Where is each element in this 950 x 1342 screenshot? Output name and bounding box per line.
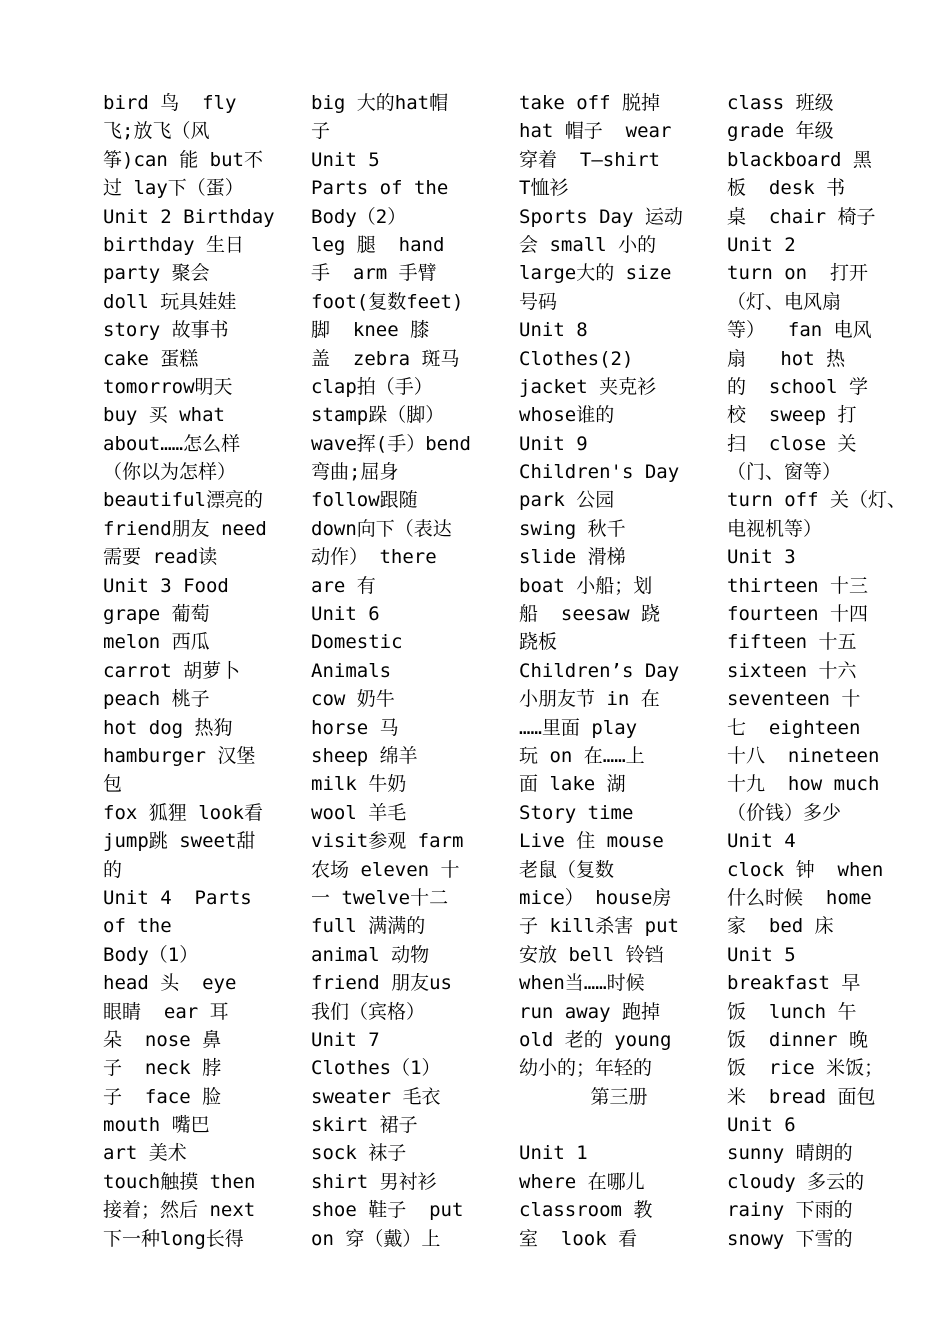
vocab-line: 我们（宾格）: [311, 1000, 426, 1023]
vocab-line: 扇 hot 热: [727, 347, 846, 370]
vocab-line: fourteen 十四: [727, 603, 868, 626]
vocab-line: 幼小的；年轻的: [519, 1057, 653, 1080]
vocab-line: 接着；然后 next: [103, 1199, 256, 1222]
vocab-line: 农场 eleven 十: [311, 858, 460, 881]
vocab-line: carrot 胡萝卜: [103, 659, 241, 682]
vocab-line: 家 bed 床: [727, 915, 834, 938]
vocab-line: head 头 eye: [103, 972, 237, 995]
vocab-line: Unit 9: [519, 432, 588, 455]
vocab-line: 船 seesaw 跷: [519, 603, 660, 626]
vocab-line: 面 lake 湖: [519, 773, 626, 796]
vocab-line: grade 年级: [727, 120, 834, 143]
vocab-line: park 公园: [519, 489, 615, 512]
vocab-line: skirt 裙子: [311, 1114, 418, 1137]
vocab-line: Unit 5: [311, 148, 380, 171]
vocab-line: touch触摸 then: [103, 1170, 256, 1193]
vocab-line: leg 腿 hand: [311, 233, 445, 256]
vocab-line: friend 朋友us: [311, 972, 452, 995]
vocab-line: 老鼠（复数: [519, 858, 615, 881]
vocab-line: 室 look 看: [519, 1227, 638, 1250]
vocab-line: turn on 打开: [727, 262, 868, 285]
vocab-line: whose谁的: [519, 404, 615, 427]
vocab-line: milk 牛奶: [311, 773, 407, 796]
vocab-line: Clothes（1）: [311, 1057, 441, 1080]
vocab-line: grape 葡萄: [103, 603, 210, 626]
vocab-line: 电视机等）: [727, 517, 823, 540]
vocab-line: Unit 6: [311, 603, 380, 626]
vocab-line: 弯曲;屈身: [311, 461, 399, 484]
vocab-line: cow 奶牛: [311, 688, 395, 711]
vocab-line: wool 羊毛: [311, 801, 407, 824]
vocab-line: Story time: [519, 801, 634, 824]
vocab-line: animal 动物: [311, 943, 430, 966]
vocab-line: Children's Day: [519, 461, 680, 484]
vocab-line: blackboard 黑: [727, 148, 872, 171]
vocab-line: old 老的 young: [519, 1028, 672, 1051]
vocab-line: foot(复数feet): [311, 290, 464, 313]
vocab-line: boat 小船；划: [519, 574, 653, 597]
vocab-line: sixteen 十六: [727, 659, 857, 682]
vocab-line: turn off 关（灯、: [727, 489, 906, 512]
vocab-line: melon 西瓜: [103, 631, 210, 654]
vocab-line: classroom 教: [519, 1199, 653, 1222]
vocab-line: birthday 生日: [103, 233, 244, 256]
vocab-line: mice） house房: [519, 886, 672, 909]
vocab-line: swing 秋千: [519, 517, 626, 540]
vocab-line: Animals: [311, 659, 392, 682]
vocab-line: [519, 1111, 719, 1139]
vocab-line: hot dog 热狗: [103, 716, 233, 739]
vocab-line: 子 neck 脖: [103, 1057, 222, 1080]
vocab-line: Unit 5: [727, 943, 796, 966]
vocab-line: Sports Day 运动: [519, 205, 683, 228]
vocab-line: peach 桃子: [103, 688, 210, 711]
vocab-line: run away 跑掉: [519, 1000, 660, 1023]
vocab-line: T恤衫: [519, 177, 569, 200]
vocab-line: shirt 男衬衫: [311, 1170, 437, 1193]
vocab-line: slide 滑梯: [519, 546, 626, 569]
vocab-line: 校 sweep 打: [727, 404, 857, 427]
vocab-line: 需要 read读: [103, 546, 218, 569]
vocab-line: 等） fan 电风: [727, 319, 872, 342]
vocab-line: on 穿（戴）上: [311, 1227, 441, 1250]
vocab-line: Domestic: [311, 631, 403, 654]
vocab-line: beautiful漂亮的: [103, 489, 263, 512]
vocab-line: stamp跺（脚）: [311, 404, 445, 427]
vocab-line: of the: [103, 915, 172, 938]
vocab-line: art 美术: [103, 1142, 187, 1165]
volume-heading: 第三册: [590, 1085, 648, 1108]
vocab-line: Live 住 mouse: [519, 830, 664, 853]
vocab-line: Children’s Day: [519, 659, 680, 682]
vocab-line: 眼睛 ear 耳: [103, 1000, 229, 1023]
vocab-line: 桌 chair 椅子: [727, 205, 876, 228]
vocab-line: Unit 3 Food: [103, 574, 229, 597]
vocab-line: Clothes(2): [519, 347, 634, 370]
vocab-line: buy 买 what: [103, 404, 225, 427]
vocab-line: 安放 bell 铃铛: [519, 943, 664, 966]
vocab-line: rainy 下雨的: [727, 1199, 853, 1222]
vocab-line: 饭 dinner 晚: [727, 1028, 868, 1051]
vocab-line: Unit 1: [519, 1142, 588, 1165]
vocab-line: 板 desk 书: [727, 177, 846, 200]
vocab-line: doll 玩具娃娃: [103, 290, 237, 313]
vocab-line: jump跳 sweet甜: [103, 830, 256, 853]
vocab-line: 米 bread 面包: [727, 1085, 876, 1108]
vocab-line: 子 kill杀害 put: [519, 915, 679, 938]
vocab-line: sunny 晴朗的: [727, 1142, 853, 1165]
vocab-line: visit参观 farm: [311, 830, 464, 853]
vocab-line: （门、窗等）: [727, 461, 842, 484]
vocab-column-2: [311, 89, 511, 1253]
vocab-line: 下一种long长得: [103, 1227, 244, 1250]
vocab-line: 脚 knee 膝: [311, 319, 430, 342]
vocab-line: 包: [103, 773, 123, 796]
vocab-line: wave挥(手）bend: [311, 432, 471, 455]
vocab-line: when当……时候: [519, 972, 645, 995]
vocab-line: ……里面 play: [519, 716, 638, 739]
vocab-line: thirteen 十三: [727, 574, 868, 597]
vocab-line: breakfast 早: [727, 972, 861, 995]
vocab-line: clap拍（手）: [311, 375, 433, 398]
vocab-line: 子: [311, 120, 331, 143]
vocab-line: 跷板: [519, 631, 558, 654]
vocab-line: （价钱）多少: [727, 801, 842, 824]
vocab-line: Body（2）: [311, 205, 407, 228]
vocab-line: 朵 nose 鼻: [103, 1028, 222, 1051]
vocab-line: （你以为怎样）: [103, 461, 237, 484]
vocab-line: class 班级: [727, 92, 834, 114]
vocab-column-3: [519, 89, 719, 1253]
vocab-line: Unit 3: [727, 546, 796, 569]
vocab-line: jacket 夹克衫: [519, 375, 657, 398]
vocab-column-4: [727, 89, 927, 1253]
vocab-line: 饭 lunch 午: [727, 1000, 857, 1023]
vocab-column-1: [103, 89, 303, 1253]
vocab-line: 过 lay下（蛋）: [103, 177, 244, 200]
vocab-line: party 聚会: [103, 262, 210, 285]
vocab-line: full 满满的: [311, 915, 426, 938]
vocab-line: sock 袜子: [311, 1142, 407, 1165]
vocab-line: 子 face 脸: [103, 1085, 222, 1108]
vocab-line: about……怎么样: [103, 432, 241, 455]
vocab-line: 什么时候 home: [727, 886, 872, 909]
vocab-line: sweater 毛衣: [311, 1085, 441, 1108]
vocab-line: 筝)can 能 but不: [103, 148, 263, 171]
vocab-line: where 在哪儿: [519, 1170, 645, 1193]
vocab-line: 手 arm 手臂: [311, 262, 437, 285]
vocab-line: cake 蛋糕: [103, 347, 199, 370]
vocab-line: large大的 size: [519, 262, 672, 285]
vocab-line: seventeen 十: [727, 688, 861, 711]
vocab-line: Unit 4: [727, 830, 796, 853]
vocab-line: tomorrow明天: [103, 375, 233, 398]
vocab-line: 的: [103, 858, 123, 881]
vocab-line: 飞;放飞（风: [103, 120, 210, 143]
vocab-line: Unit 6: [727, 1114, 796, 1137]
vocab-line: follow跟随: [311, 489, 418, 512]
vocab-line: 十八 nineteen: [727, 744, 880, 767]
vocab-line: friend朋友 need: [103, 517, 267, 540]
vocab-line: Unit 2 Birthday: [103, 205, 275, 228]
vocab-line: horse 马: [311, 716, 399, 739]
vocab-line: 七 eighteen: [727, 716, 861, 739]
vocab-line: Unit 7: [311, 1028, 380, 1051]
vocab-line: clock 钟 when: [727, 858, 884, 881]
vocab-line: sheep 绵羊: [311, 744, 418, 767]
vocab-line: snowy 下雪的: [727, 1227, 853, 1250]
vocab-line: 十九 how much: [727, 773, 880, 796]
vocab-line: （灯、电风扇: [727, 290, 842, 313]
vocab-line: 饭 rice 米饭；: [727, 1057, 884, 1080]
vocab-line: story 故事书: [103, 319, 229, 342]
vocab-line: are 有: [311, 574, 376, 597]
vocab-line: Unit 2: [727, 233, 796, 256]
vocab-line: 扫 close 关: [727, 432, 857, 455]
vocab-line: Unit 4 Parts: [103, 886, 252, 909]
vocab-line: fifteen 十五: [727, 631, 857, 654]
vocab-line: 的 school 学: [727, 375, 868, 398]
vocab-line: Unit 8: [519, 319, 588, 342]
vocab-line: down向下（表达: [311, 517, 452, 540]
vocab-line: 盖 zebra 斑马: [311, 347, 460, 370]
vocab-line: 穿着 T—shirt: [519, 148, 660, 171]
vocab-line: 会 small 小的: [519, 233, 657, 256]
vocab-line: 号码: [519, 290, 558, 313]
vocab-line: Parts of the: [311, 177, 449, 200]
vocab-line: 动作） there: [311, 546, 437, 569]
vocab-line: hamburger 汉堡: [103, 744, 256, 767]
vocab-line: big 大的hat帽: [311, 92, 449, 114]
vocab-line: bird 鸟 fly: [103, 92, 237, 114]
vocab-line: 玩 on 在……上: [519, 744, 645, 767]
vocab-line: Body（1）: [103, 943, 199, 966]
vocab-line: 一 twelve十二: [311, 886, 449, 909]
vocab-line: take off 脱掉: [519, 92, 660, 114]
vocab-line: cloudy 多云的: [727, 1170, 865, 1193]
vocab-line: shoe 鞋子 put: [311, 1199, 464, 1222]
vocab-line: hat 帽子 wear: [519, 120, 672, 143]
vocab-line: mouth 嘴巴: [103, 1114, 210, 1137]
vocab-line: fox 狐狸 look看: [103, 801, 263, 824]
vocab-line: 小朋友节 in 在: [519, 688, 660, 711]
